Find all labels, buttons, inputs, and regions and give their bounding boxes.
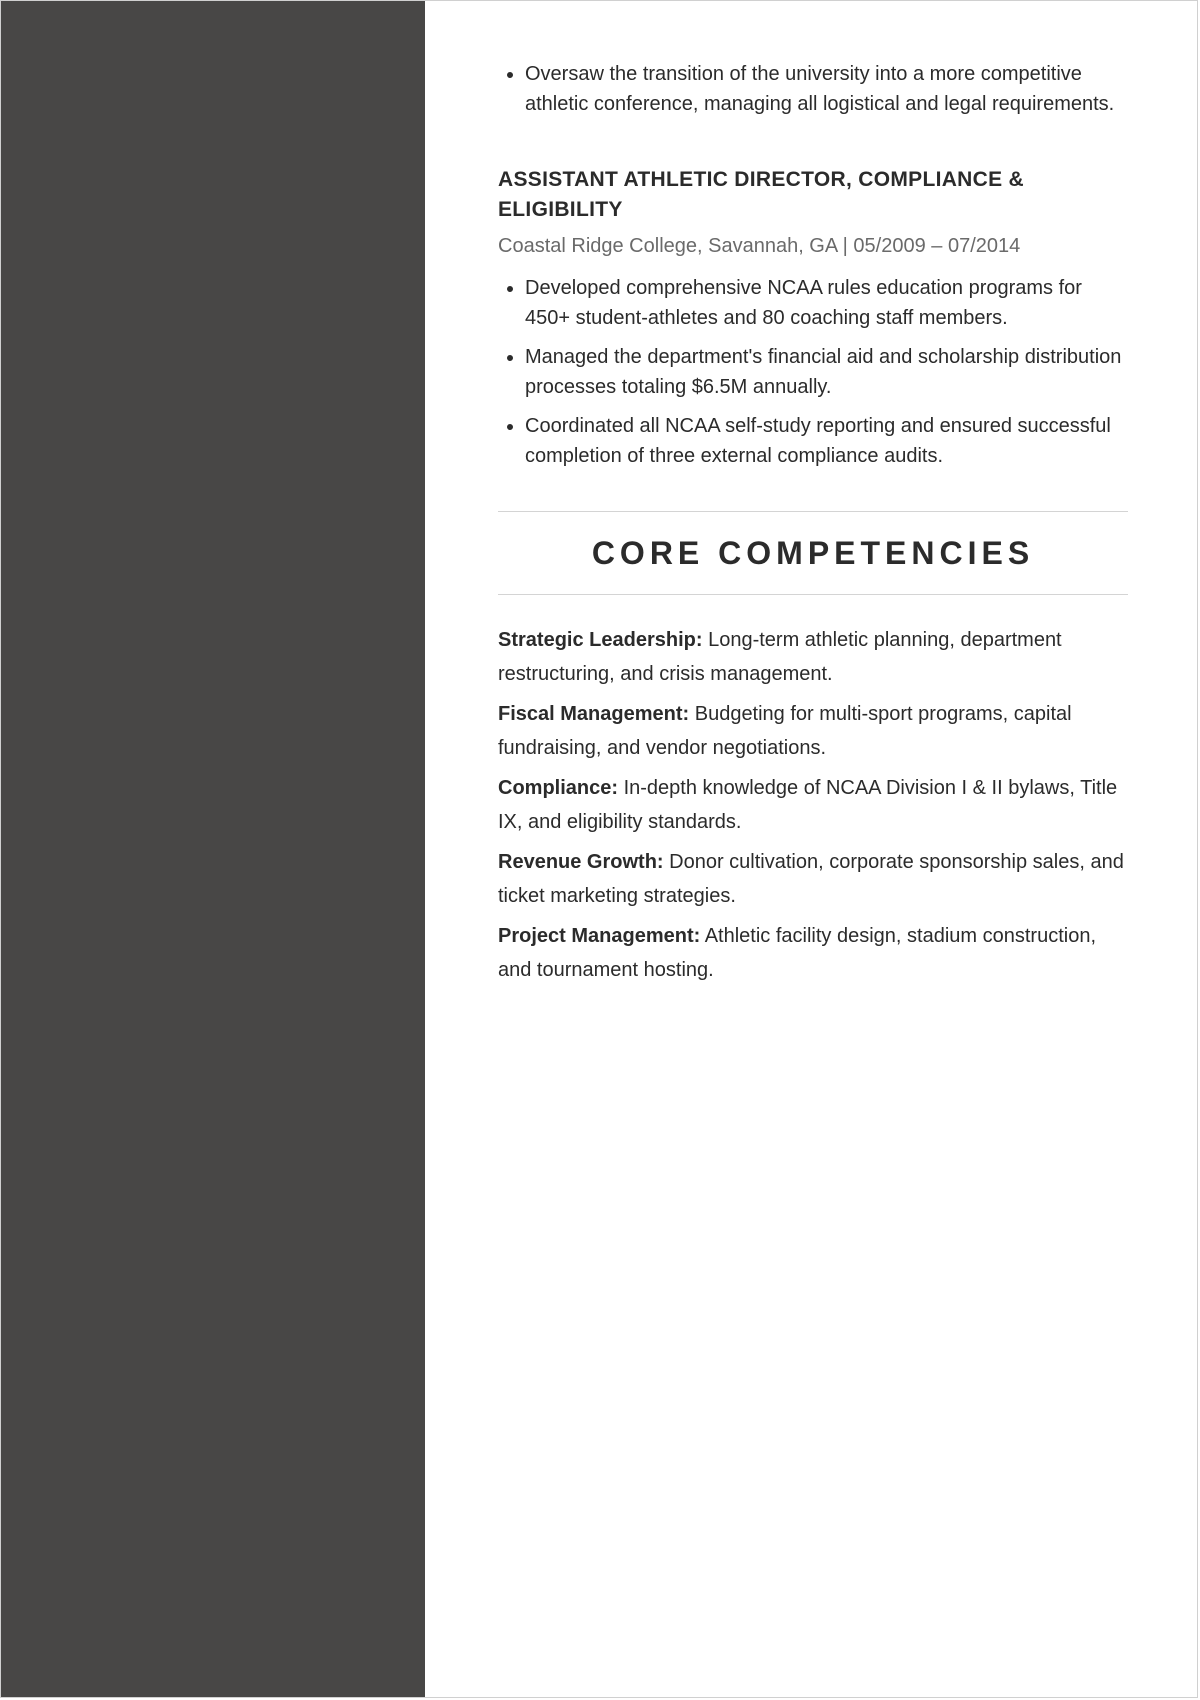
bullet-item: • Managed the department's financial aid and scholarship distribution processes totaling $6.5M annually. bbox=[525, 342, 1128, 402]
competency-item bbox=[498, 623, 1128, 691]
competency-item bbox=[498, 771, 1128, 839]
role-bullets bbox=[498, 273, 1128, 471]
competency-item bbox=[498, 845, 1128, 913]
job-meta: Coastal Ridge College, Savannah, GA | 05/2009 – 07/2014 bbox=[498, 235, 1021, 257]
competency-label: Project Management: bbox=[498, 925, 701, 947]
competency-label: Fiscal Management: bbox=[498, 703, 690, 725]
competency-text: In-depth knowledge of NCAA Division I & II bylaws, Title IX, and eligibility standards. bbox=[498, 777, 1118, 833]
competency-label: Compliance: bbox=[498, 777, 619, 799]
bullet-item: • Coordinated all NCAA self-study reporting and ensured successful completion of three external compliance audits. bbox=[525, 411, 1128, 471]
bullet-item: • Developed comprehensive NCAA rules education programs for 450+ student-athletes and 80 coaching staff members. bbox=[525, 273, 1128, 333]
competency-text: Long-term athletic planning, department restructuring, and crisis management. bbox=[498, 629, 1062, 685]
competencies-list bbox=[498, 623, 1128, 987]
competency-label: Revenue Growth: bbox=[498, 851, 664, 873]
competency-text: Athletic facility design, stadium construction, and tournament hosting. bbox=[498, 925, 1097, 981]
competency-label: Strategic Leadership: bbox=[498, 629, 703, 651]
main-column bbox=[498, 59, 1128, 993]
competency-item bbox=[498, 697, 1128, 765]
previous-role-bullets bbox=[498, 59, 1128, 119]
section-title: CORE COMPETENCIES bbox=[591, 535, 1035, 571]
sidebar-panel bbox=[1, 1, 425, 1697]
bullet-item: • Oversaw the transition of the university into a more competitive athletic conference, managing all logistical and legal requirements. bbox=[525, 59, 1128, 119]
competency-text: Donor cultivation, corporate sponsorship sales, and ticket marketing strategies. bbox=[498, 851, 1124, 907]
section-divider-bottom bbox=[498, 594, 1128, 595]
competency-text: Budgeting for multi-sport programs, capital fundraising, and vendor negotiations. bbox=[498, 703, 1072, 759]
competency-item bbox=[498, 919, 1128, 987]
job-title: ASSISTANT ATHLETIC DIRECTOR, COMPLIANCE & ELIGIBILITY bbox=[498, 168, 1025, 221]
